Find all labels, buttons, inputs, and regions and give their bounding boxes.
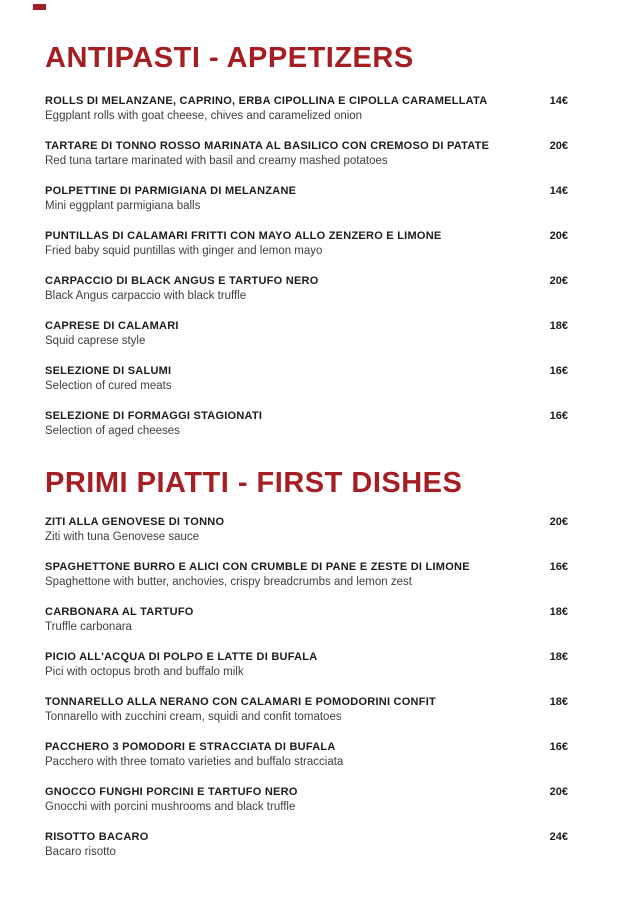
dish-name: SELEZIONE DI FORMAGGI STAGIONATI: [45, 410, 263, 422]
dish-name: RISOTTO BACARO: [45, 831, 149, 843]
menu-item-header: [45, 695, 568, 710]
dish-name: PICIO ALL'ACQUA DI POLPO E LATTE DI BUFALA: [45, 651, 318, 663]
dish-description: Selection of aged cheeses: [45, 425, 180, 437]
menu-item-header: [45, 650, 568, 665]
dish-price: 18€: [549, 696, 568, 708]
dish-price: 20€: [549, 230, 568, 242]
dish-price: 18€: [549, 651, 568, 663]
dish-price: 20€: [549, 140, 568, 152]
dish-description: Spaghettone with butter, anchovies, crispy breadcrumbs and lemon zest: [45, 576, 412, 588]
section-items-primi-piatti: [45, 515, 568, 860]
menu-item: [45, 274, 568, 304]
menu-item: [45, 229, 568, 259]
dish-name: TONNARELLO ALLA NERANO CON CALAMARI E POMODORINI CONFIT: [45, 696, 436, 708]
menu-item: [45, 605, 568, 635]
dish-price: 14€: [549, 185, 568, 197]
menu-item-header: [45, 94, 568, 109]
menu-item-header: [45, 409, 568, 424]
section-title-primi-piatti: PRIMI PIATTI - FIRST DISHES: [45, 467, 463, 499]
menu-item-header: [45, 830, 568, 845]
menu-item-header: [45, 139, 568, 154]
menu-item-header: [45, 515, 568, 530]
menu-item: [45, 695, 568, 725]
dish-name: CARBONARA AL TARTUFO: [45, 606, 194, 618]
menu-item-header: [45, 740, 568, 755]
dish-price: 20€: [549, 786, 568, 798]
menu-item: [45, 319, 568, 349]
dish-name: ZITI ALLA GENOVESE DI TONNO: [45, 516, 225, 528]
dish-description: Red tuna tartare marinated with basil and creamy mashed potatoes: [45, 155, 388, 167]
menu-item-header: [45, 364, 568, 379]
dish-description: Pacchero with three tomato varieties and buffalo stracciata: [45, 756, 344, 768]
dish-price: 16€: [549, 410, 568, 422]
menu-item-header: [45, 274, 568, 289]
dish-name: PUNTILLAS DI CALAMARI FRITTI CON MAYO ALLO ZENZERO E LIMONE: [45, 230, 442, 242]
dish-price: 20€: [549, 275, 568, 287]
dish-description: Tonnarello with zucchini cream, squidi and confit tomatoes: [45, 711, 342, 723]
section-antipasti: [45, 42, 568, 439]
dish-price: 18€: [549, 320, 568, 332]
menu-item-header: [45, 229, 568, 244]
menu-item-header: [45, 319, 568, 334]
section-items-antipasti: [45, 94, 568, 439]
dish-description: Gnocchi with porcini mushrooms and black truffle: [45, 801, 296, 813]
menu-item-header: [45, 560, 568, 575]
menu-item-header: [45, 785, 568, 800]
dish-name: CARPACCIO DI BLACK ANGUS E TARTUFO NERO: [45, 275, 319, 287]
menu-item-header: [45, 605, 568, 620]
menu-item: [45, 560, 568, 590]
dish-name: POLPETTINE DI PARMIGIANA DI MELANZANE: [45, 185, 297, 197]
dish-price: 16€: [549, 365, 568, 377]
dish-description: Bacaro risotto: [45, 846, 116, 858]
menu-content: [45, 0, 568, 875]
dish-price: 16€: [549, 741, 568, 753]
dish-name: CAPRESE DI CALAMARI: [45, 320, 179, 332]
dish-price: 24€: [549, 831, 568, 843]
dish-description: Fried baby squid puntillas with ginger and lemon mayo: [45, 245, 323, 257]
menu-item-header: [45, 184, 568, 199]
dish-name: PACCHERO 3 POMODORI E STRACCIATA DI BUFALA: [45, 741, 336, 753]
dish-description: Eggplant rolls with goat cheese, chives and caramelized onion: [45, 110, 363, 122]
dish-name: TARTARE DI TONNO ROSSO MARINATA AL BASILICO CON CREMOSO DI PATATE: [45, 140, 490, 152]
dish-description: Ziti with tuna Genovese sauce: [45, 531, 200, 543]
dish-name: SPAGHETTONE BURRO E ALICI CON CRUMBLE DI PANE E ZESTE DI LIMONE: [45, 561, 470, 573]
section-primi-piatti: [45, 467, 568, 860]
dish-name: SELEZIONE DI SALUMI: [45, 365, 172, 377]
dish-description: Black Angus carpaccio with black truffle: [45, 290, 247, 302]
menu-item: [45, 740, 568, 770]
dish-name: ROLLS DI MELANZANE, CAPRINO, ERBA CIPOLLINA E CIPOLLA CARAMELLATA: [45, 95, 488, 107]
dish-price: 14€: [549, 95, 568, 107]
section-title-antipasti: ANTIPASTI - APPETIZERS: [45, 42, 414, 74]
dish-description: Mini eggplant parmigiana balls: [45, 200, 201, 212]
menu-item: [45, 184, 568, 214]
dish-description: Truffle carbonara: [45, 621, 132, 633]
dish-price: 20€: [549, 516, 568, 528]
menu-item: [45, 139, 568, 169]
dish-price: 18€: [549, 606, 568, 618]
dish-description: Pici with octopus broth and buffalo milk: [45, 666, 244, 678]
dish-name: GNOCCO FUNGHI PORCINI E TARTUFO NERO: [45, 786, 298, 798]
dish-price: 16€: [549, 561, 568, 573]
menu-item: [45, 785, 568, 815]
menu-item: [45, 515, 568, 545]
menu-item: [45, 650, 568, 680]
dish-description: Selection of cured meats: [45, 380, 172, 392]
menu-item: [45, 94, 568, 124]
menu-item: [45, 409, 568, 439]
dish-description: Squid caprese style: [45, 335, 146, 347]
menu-item: [45, 364, 568, 394]
menu-item: [45, 830, 568, 860]
